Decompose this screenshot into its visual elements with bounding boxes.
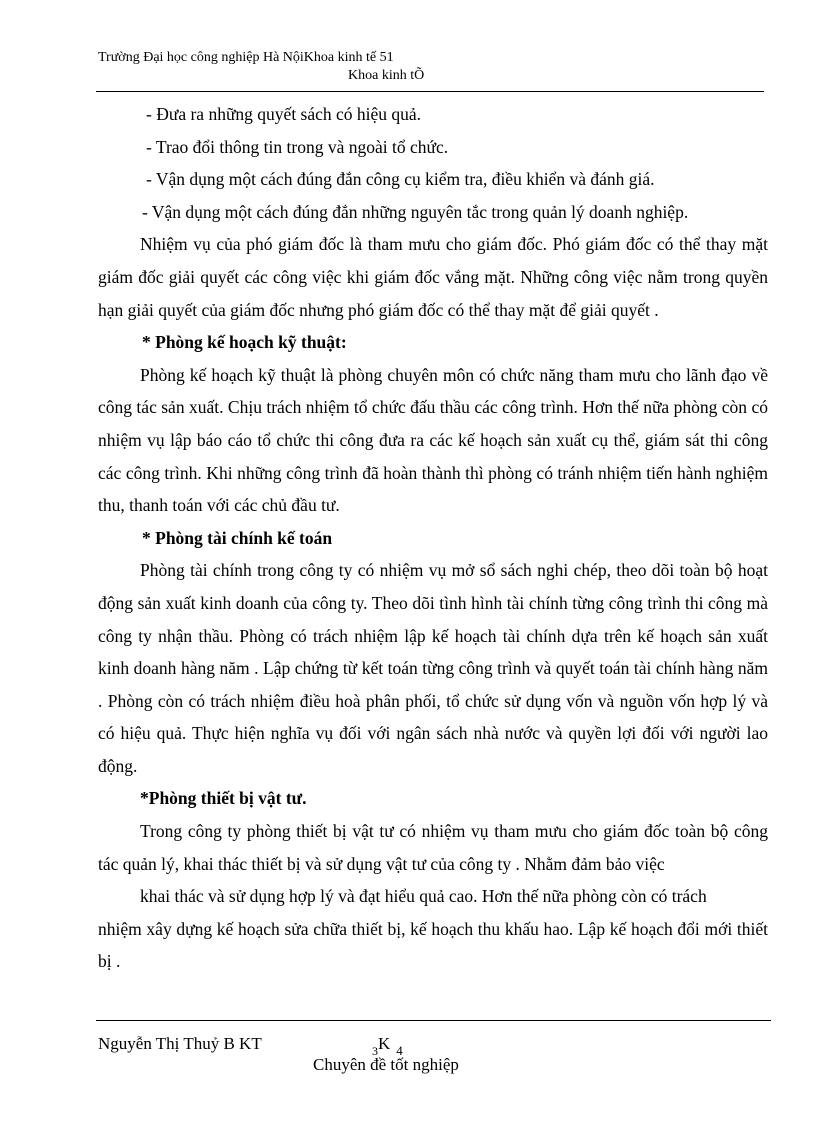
paragraph-planning-dept: Phòng kế hoạch kỹ thuật là phòng chuyên môn có chức năng tham mưu cho lãnh đạo về công tác sản xuất. Chịu trách nhiệm tổ chức đấu thầu các công trình. Hơn thế nữa phòng còn có nhiệm vụ lập báo cáo tổ chức thi công đưa ra các kế hoạch sản xuất cụ thể, giám sát thi công các công trình. Khi những công trình đã hoàn thành thì phòng có tránh nhiệm tiến hành nghiệm thu, thanh toán với các chủ đầu tư. <box>98 364 768 516</box>
page-number: 4 <box>396 1043 403 1058</box>
bullet-item: - Đưa ra những quyết sách có hiệu quả. <box>146 104 422 124</box>
footer-divider <box>96 1020 771 1021</box>
footer-title: Chuyên đề tốt nghiệp <box>313 1055 459 1074</box>
header-divider <box>96 91 764 92</box>
footer-author: Nguyễn Thị Thuỷ B KT <box>98 1034 262 1053</box>
bullet-item: - Vận dụng một cách đúng đắn những nguyên tắc trong quản lý doanh nghiệp. <box>142 201 689 222</box>
paragraph-equipment-dept-2b: nhiệm xây dựng kế hoạch sửa chữa thiết bị, kế hoạch thu khấu hao. Lập kế hoạch đổi mới thiết bị . <box>98 918 768 972</box>
paragraph-finance-dept: Phòng tài chính trong công ty có nhiệm vụ mở sổ sách nghi chép, theo dõi toàn bộ hoạt động sản xuất kinh doanh của công ty. Theo dõi tình hình tài chính từng công trình thi công mà công ty nhận thầu. Phòng có trách nhiệm lập kế hoạch tài chính dựa trên kế hoạch sản xuất kinh doanh hàng năm . Lập chứng từ kết toán từng công trình và quyết toán tài chính hàng năm . Phòng còn có trách nhiệm điều hoà phân phối, tổ chức sử dụng vốn và nguồn vốn hợp lý và có hiệu quả. Thực hiện nghĩa vụ đối với ngân sách nhà nước và quyền lợi đối với người lao động. <box>98 560 768 776</box>
heading-finance-dept: * Phòng tài chính kế toán <box>142 527 333 548</box>
paragraph-equipment-dept-1: Trong công ty phòng thiết bị vật tư có nhiệm vụ tham mưu cho giám đốc toàn bộ công tác quản lý, khai thác thiết bị và sử dụng vật tư của công ty . Nhằm đảm bảo việc <box>98 821 768 874</box>
bullet-item: - Trao đổi thông tin trong và ngoài tổ chức. <box>146 136 449 157</box>
heading-equipment-dept: *Phòng thiết bị vật tư. <box>140 788 307 809</box>
header-faculty: Khoa kinh tÕ <box>348 68 425 83</box>
bullet-item: - Vận dụng một cách đúng đắn công cụ kiểm tra, điều khiển và đánh giá. <box>146 169 655 190</box>
paragraph-deputy-director: Nhiệm vụ của phó giám đốc là tham mưu cho giám đốc. Phó giám đốc có thể thay mặt giám đốc giải quyết các công việc khi giám đốc vắng mặt. Những công việc nằm trong quyền hạn giải quyết của giám đốc nhưng phó giám đốc có thể thay mặt để giải quyết . <box>98 234 768 320</box>
footer-class-k: K <box>378 1034 391 1053</box>
heading-planning-dept: * Phòng kế hoạch kỹ thuật: <box>142 332 347 353</box>
paragraph-equipment-dept-2a: khai thác và sử dụng hợp lý và đạt hiểu quả cao. Hơn thế nữa phòng còn có trách <box>140 886 707 907</box>
header-university: Trường Đại học công nghiệp Hà NộiKhoa kinh tế 51 <box>98 50 394 65</box>
document-body <box>98 98 768 978</box>
footer-class-sub: 3 <box>372 1044 378 1058</box>
